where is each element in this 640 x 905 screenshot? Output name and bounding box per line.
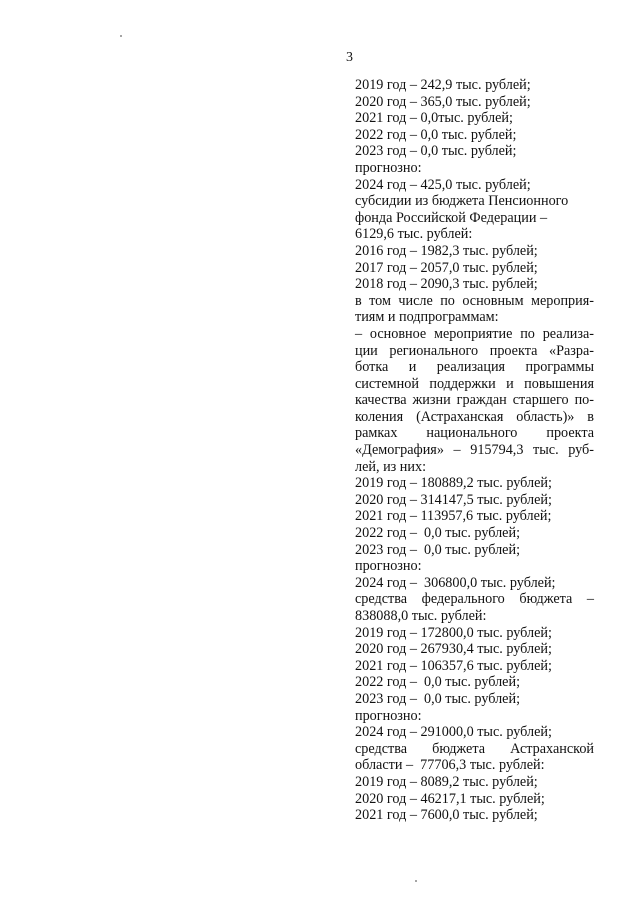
text-line: 2023 год – 0,0 тыс. рублей; [355, 143, 517, 160]
text-line: области – 77706,3 тыс. рублей: [355, 757, 545, 774]
text-line: рамках национального проекта [355, 425, 594, 442]
text-line: 2020 год – 365,0 тыс. рублей; [355, 93, 531, 110]
text-line: 2021 год – 106357,6 тыс. рублей; [355, 657, 552, 674]
text-line: субсидии из бюджета Пенсионного [355, 193, 569, 210]
text-line: 2017 год – 2057,0 тыс. рублей; [355, 259, 538, 276]
text-line: в том числе по основным мероприя- [355, 292, 594, 309]
page-number: 3 [346, 50, 353, 65]
text-line: тиям и подпрограммам: [355, 309, 499, 326]
text-line: 2019 год – 8089,2 тыс. рублей; [355, 773, 538, 790]
text-line: прогнозно: [355, 159, 422, 176]
text-line: 2016 год – 1982,3 тыс. рублей; [355, 242, 538, 259]
text-line: лей, из них: [355, 458, 427, 475]
text-line: прогнозно: [355, 558, 422, 575]
scan-speck [120, 35, 122, 37]
text-line: средства бюджета Астраханской [355, 740, 594, 757]
scan-speck [415, 880, 417, 882]
text-line: 838088,0 тыс. рублей: [355, 608, 487, 624]
text-line: ции регионального проекта «Разра- [355, 342, 594, 359]
text-line: 2023 год – 0,0 тыс. рублей; [355, 541, 521, 558]
text-line: 2021 год – 0,0тыс. рублей; [355, 110, 513, 127]
text-line: 2023 год – 0,0 тыс. рублей; [355, 690, 521, 707]
text-line: фонда Российской Федерации – [355, 209, 548, 226]
text-line: 2019 год – 242,9 тыс. рублей; [355, 77, 531, 93]
text-line: 2020 год – 314147,5 тыс. рублей; [355, 491, 552, 508]
text-line: «Демография» – 915794,3 тыс. руб- [355, 442, 594, 459]
text-line: 2024 год – 291000,0 тыс. рублей; [355, 724, 552, 741]
text-line: ботка и реализация программы [355, 359, 594, 376]
text-line: 2022 год – 0,0 тыс. рублей; [355, 525, 521, 542]
text-line: 6129,6 тыс. рублей: [355, 226, 473, 243]
text-line: 2020 год – 46217,1 тыс. рублей; [355, 790, 545, 807]
body-text-column [355, 77, 594, 824]
text-line: 2019 год – 172800,0 тыс. рублей; [355, 624, 552, 641]
text-line: 2019 год – 180889,2 тыс. рублей; [355, 475, 552, 492]
text-line: 2024 год – 425,0 тыс. рублей; [355, 176, 531, 193]
text-line: 2021 год – 113957,6 тыс. рублей; [355, 508, 552, 525]
text-line: средства федерального бюджета – [355, 591, 594, 608]
text-line: системной поддержки и повышения [355, 375, 594, 392]
text-line: прогнозно: [355, 707, 422, 724]
text-line: 2018 год – 2090,3 тыс. рублей; [355, 276, 538, 293]
text-line: качества жизни граждан старшего по- [355, 392, 594, 409]
text-line: 2022 год – 0,0 тыс. рублей; [355, 674, 521, 691]
text-line: коления (Астраханская область)» в [355, 408, 594, 425]
text-line: – основное мероприятие по реализа- [355, 325, 594, 342]
text-line: 2024 год – 306800,0 тыс. рублей; [355, 574, 556, 591]
text-line: 2022 год – 0,0 тыс. рублей; [355, 126, 517, 143]
text-line: 2021 год – 7600,0 тыс. рублей; [355, 807, 538, 824]
text-line: 2020 год – 267930,4 тыс. рублей; [355, 641, 552, 658]
